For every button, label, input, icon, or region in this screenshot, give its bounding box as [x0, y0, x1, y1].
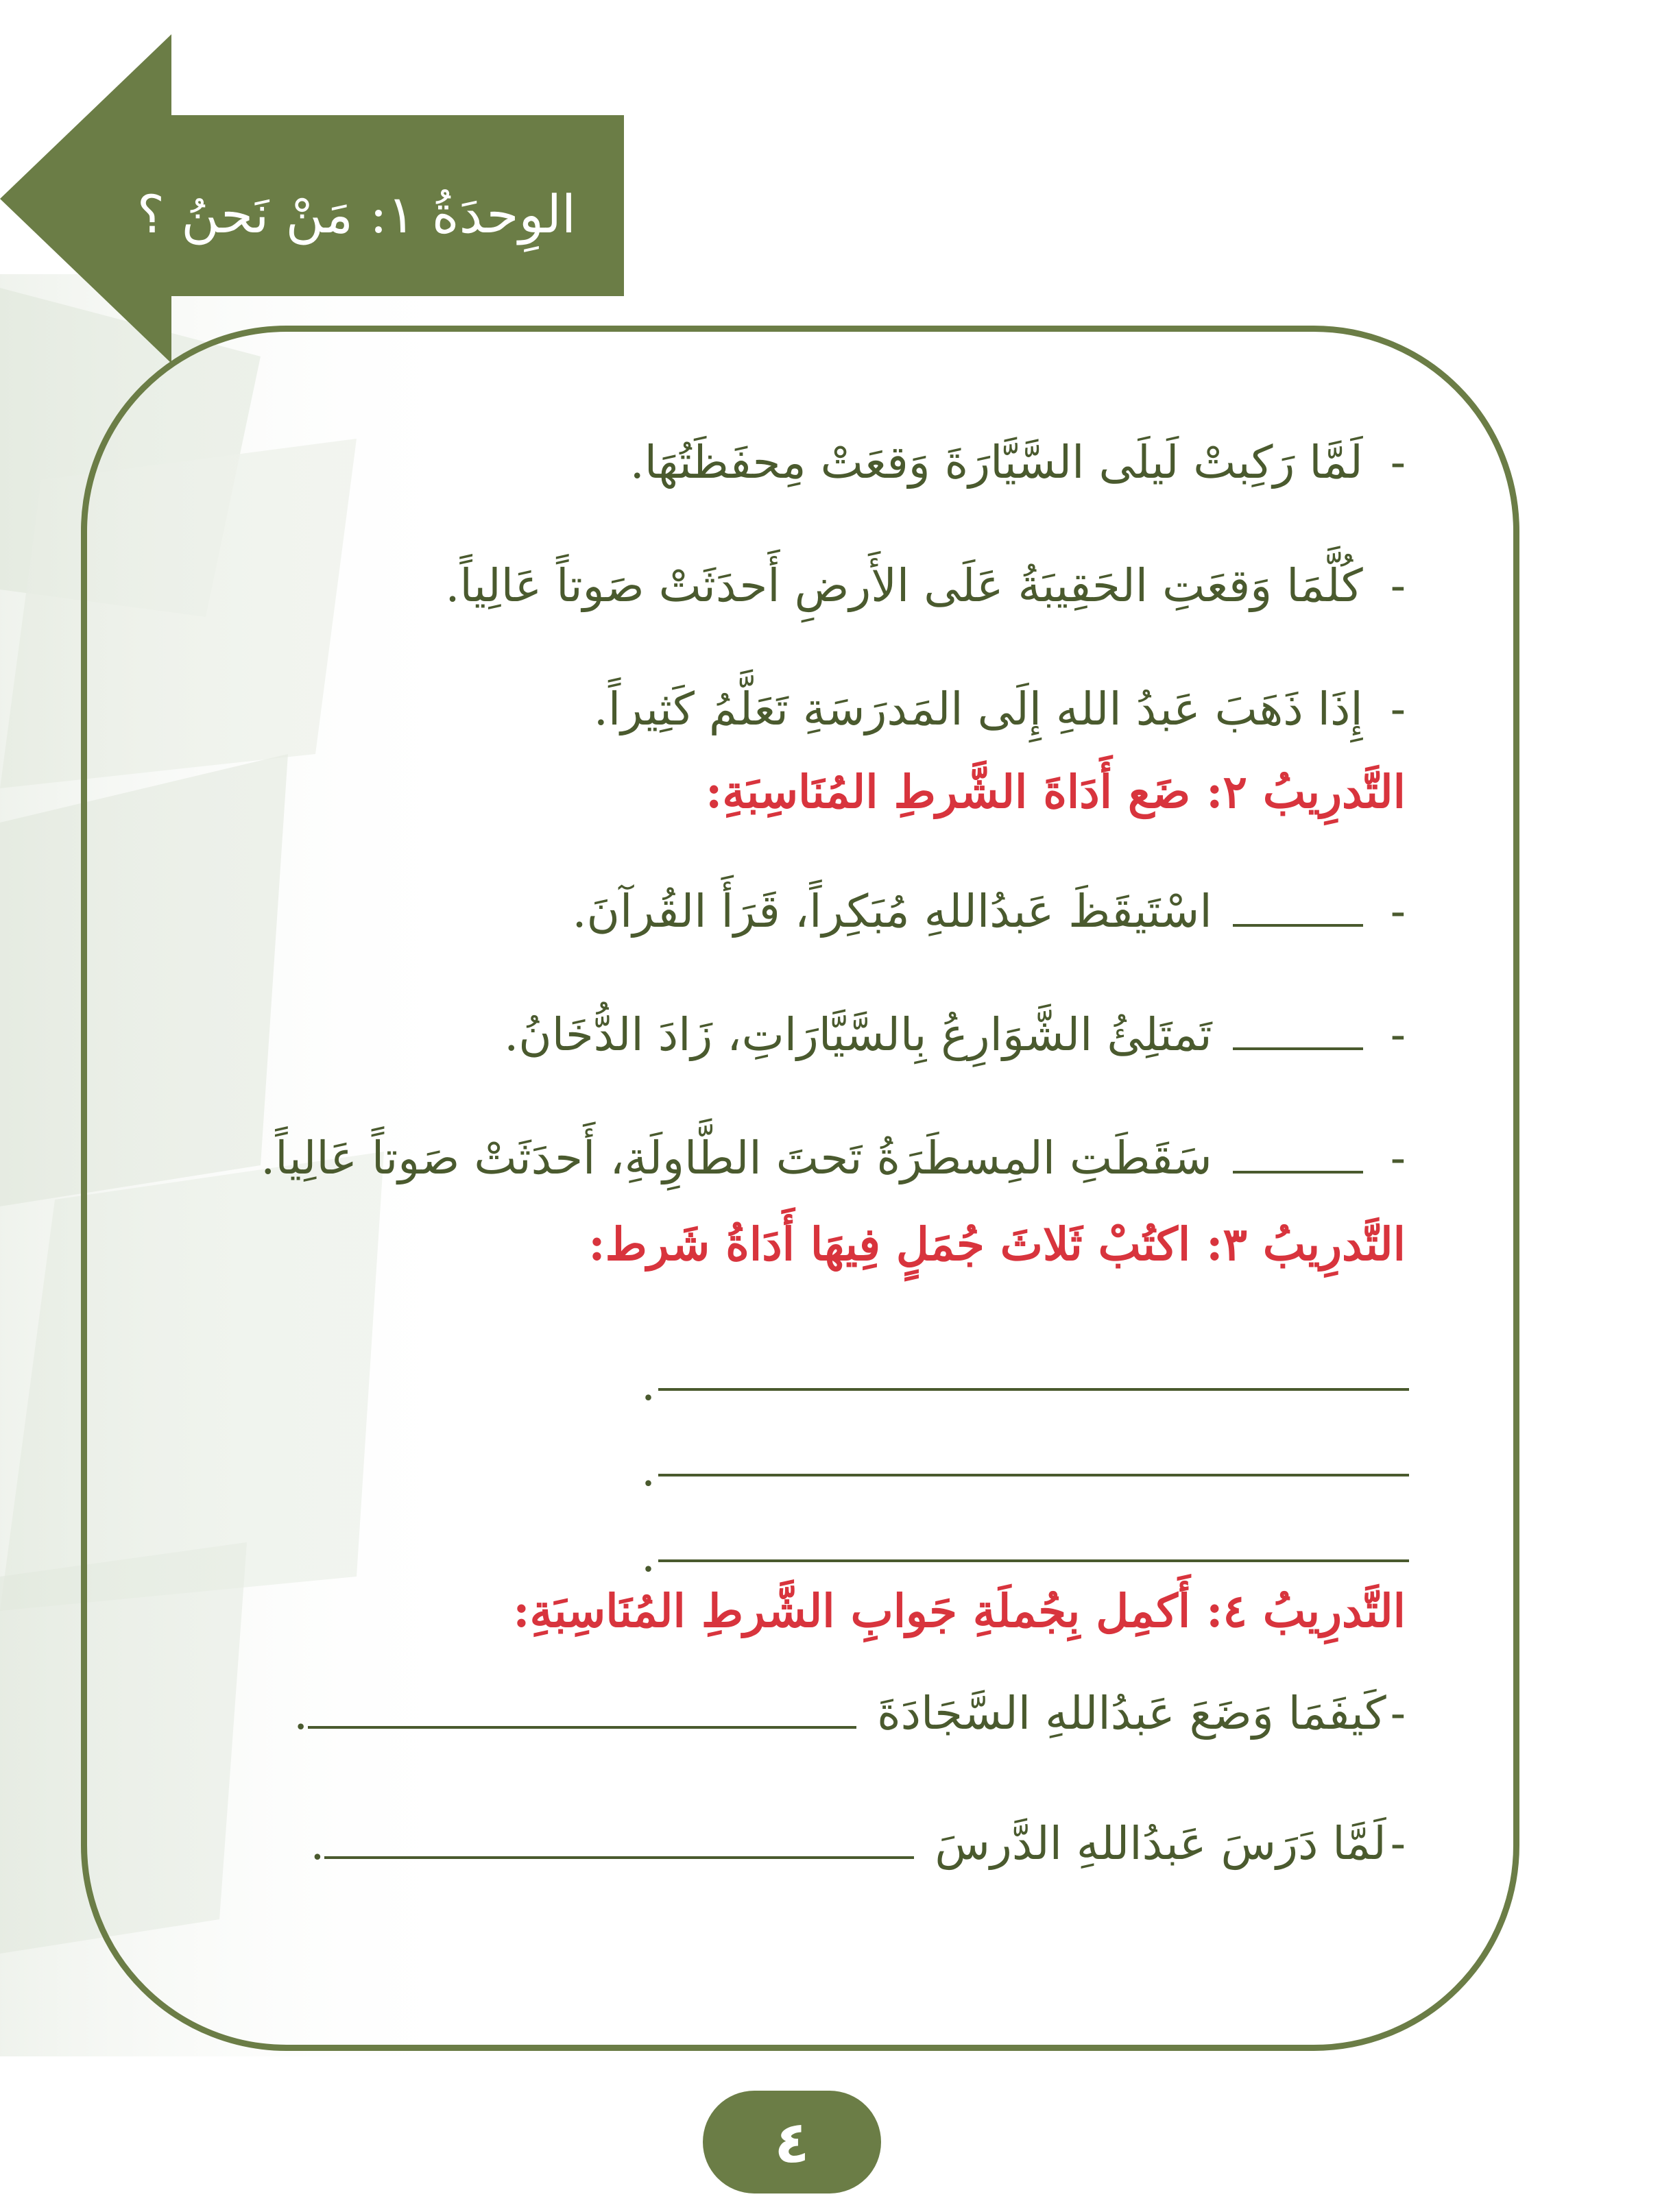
- page-number-badge: [703, 2091, 881, 2193]
- dash: -: [1390, 436, 1406, 489]
- exercise1-item-2: [315, 545, 1406, 627]
- line-period: .: [641, 1529, 655, 1582]
- exercise3-heading: التَّدرِيبُ ٣: اكتُبْ ثَلاثَ جُمَلٍ فِيهَا أَدَاةُ شَرط:: [588, 1217, 1406, 1271]
- sentence-text: كُلَّمَا وَقعَتِ الحَقِيبَةُ عَلَى الأَرضِ أَحدَثَتْ صَوتاً عَالِياً.: [445, 559, 1363, 612]
- line-period: .: [641, 1444, 655, 1496]
- sentence-text: إِذَا ذَهَبَ عَبدُ اللهِ إِلَى المَدرَسَةِ تَعَلَّمُ كَثِيراً.: [593, 683, 1363, 736]
- sentence-text: تَمتَلِئُ الشَّوَارِعُ بِالسَّيَّارَاتِ، زَادَ الدُّخَانُ.: [504, 1008, 1212, 1061]
- exercise4-item-1: [293, 1673, 1406, 1755]
- unit-title: الوِحدَةُ ١: مَنْ نَحنُ ؟: [136, 184, 576, 245]
- fill-in-blank[interactable]: [1233, 876, 1363, 927]
- exercise4-item-2: [310, 1803, 1406, 1885]
- exercise2-item-1: [315, 871, 1406, 953]
- exercise2-heading: التَّدرِيبُ ٢: ضَع أَدَاةَ الشَّرطِ المُنَاسِبَةِ:: [706, 765, 1406, 818]
- dash: -: [1390, 1817, 1406, 1870]
- fill-in-blank[interactable]: [1233, 999, 1363, 1050]
- line-period: .: [293, 1687, 309, 1740]
- exercise2-item-3: [261, 1117, 1406, 1200]
- fill-in-blank[interactable]: [1233, 1123, 1363, 1174]
- exercise2-item-2: [315, 994, 1406, 1076]
- dash: -: [1390, 559, 1406, 612]
- sentence-text: سَقَطَتِ المِسطَرَةُ تَحتَ الطَّاوِلَةِ، أَحدَثَتْ صَوتاً عَالِياً.: [261, 1132, 1212, 1184]
- sentence-text: لَمَّا رَكِبتْ لَيلَى السَّيَّارَةَ وَقعَتْ مِحفَظَتُهَا.: [629, 436, 1363, 489]
- sentence-text: لَمَّا دَرَسَ عَبدُاللهِ الدَّرسَ: [935, 1817, 1386, 1870]
- line-period: .: [310, 1817, 325, 1870]
- exercise1-item-1: [315, 422, 1406, 504]
- dash: -: [1390, 1132, 1406, 1184]
- writing-line-3[interactable]: [658, 1559, 1409, 1562]
- dash: -: [1390, 683, 1406, 736]
- sentence-text: اسْتَيقَظَ عَبدُاللهِ مُبَكِراً، قَرَأَ القُرآنَ.: [572, 885, 1212, 938]
- page-number: ٤: [774, 2108, 810, 2176]
- writing-line-1[interactable]: [658, 1388, 1409, 1391]
- dash: -: [1390, 885, 1406, 938]
- dash: -: [1390, 1008, 1406, 1061]
- exercise4-heading: التَّدرِيبُ ٤: أَكمِل بِجُملَةِ جَوابِ الشَّرطِ المُنَاسِبَةِ:: [513, 1584, 1406, 1638]
- sentence-text: كَيفَمَا وَضَعَ عَبدُاللهِ السَّجَادَةَ: [877, 1687, 1386, 1740]
- line-period: .: [641, 1358, 655, 1411]
- dash: -: [1390, 1687, 1406, 1740]
- writing-line-2[interactable]: [658, 1474, 1409, 1476]
- answer-blank[interactable]: [324, 1808, 914, 1859]
- answer-blank[interactable]: [308, 1678, 856, 1729]
- exercise1-item-3: [315, 668, 1406, 751]
